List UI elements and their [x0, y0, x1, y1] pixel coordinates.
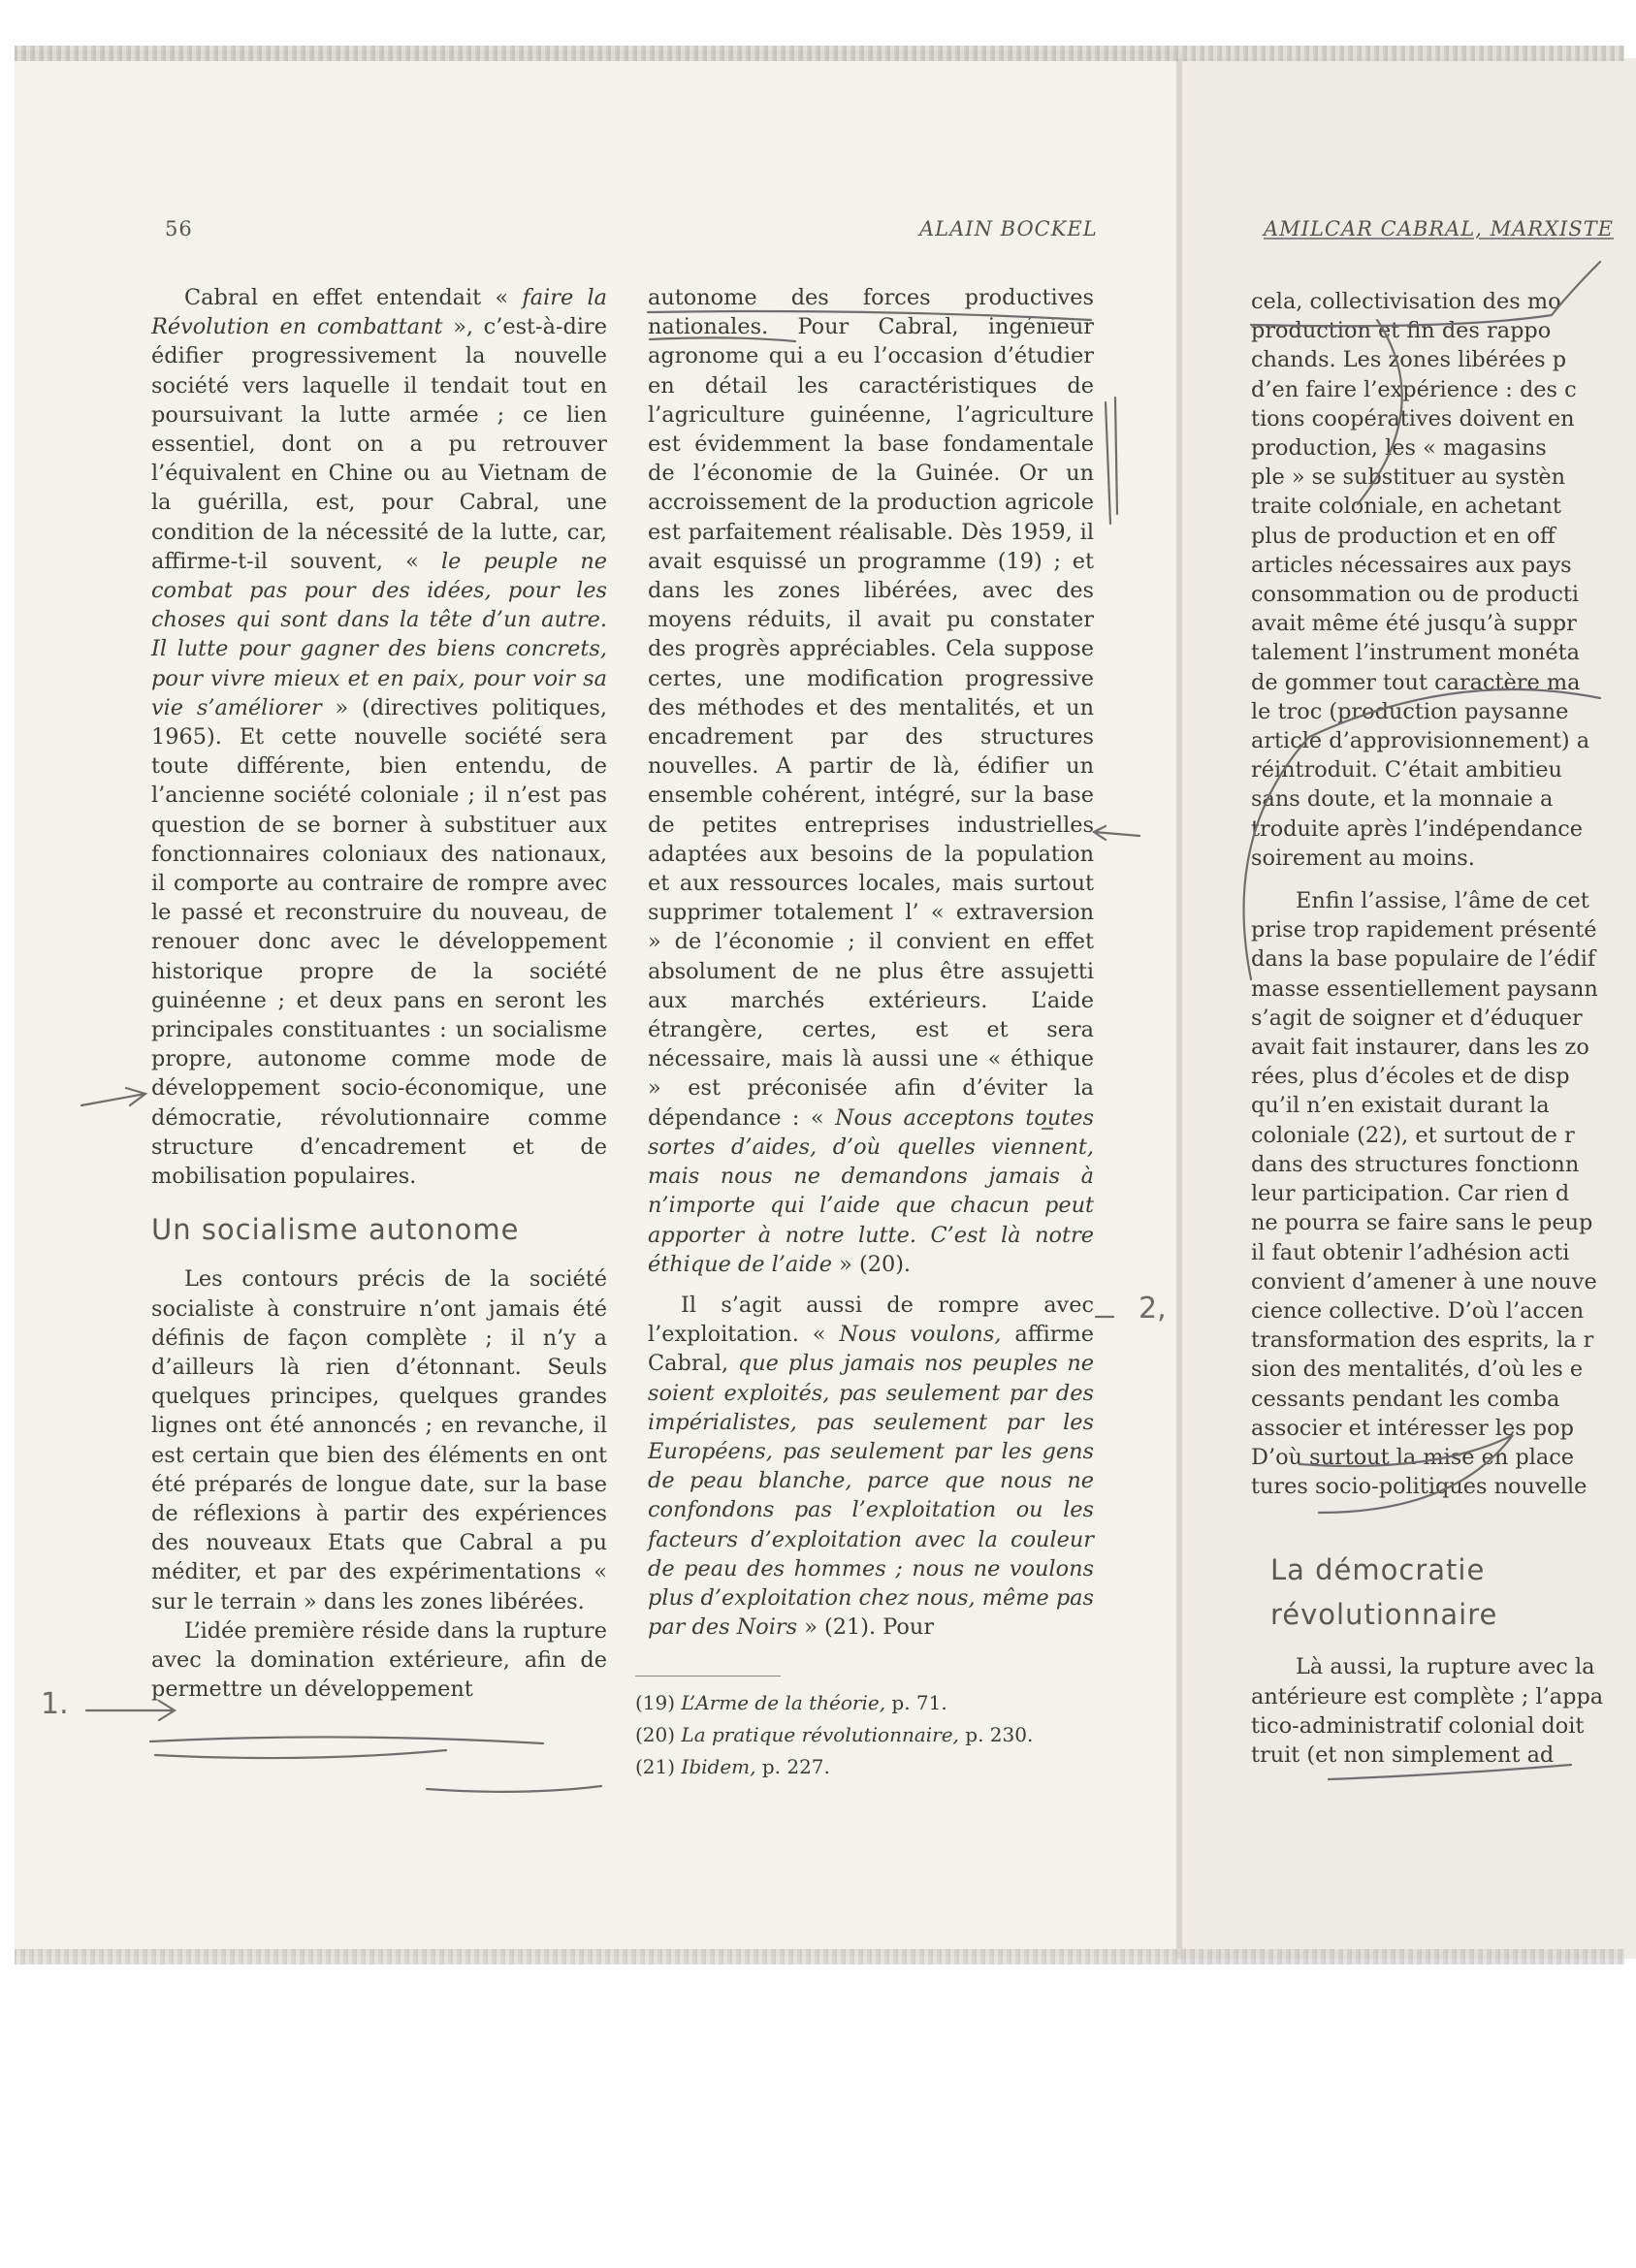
text-line: ple » se substituer au systèn: [1251, 464, 1566, 491]
text-line: d’en faire l’expérience : des c: [1251, 376, 1577, 402]
text-line: masse essentiellement paysann: [1251, 975, 1598, 1002]
text-line: D’où surtout la mise en place: [1251, 1444, 1575, 1470]
text-line: antérieure est complète ; l’appa: [1251, 1683, 1604, 1709]
arrow-mark-2: [86, 1701, 175, 1720]
text-line: prise trop rapidement présenté: [1251, 917, 1597, 943]
footnote-number: (19): [635, 1691, 676, 1714]
text-line: sans doute, et la monnaie a: [1251, 786, 1554, 813]
scribble-mark: [1358, 320, 1402, 504]
footnote-number: (21): [635, 1755, 676, 1778]
text-line: talement l’instrument monéta: [1251, 640, 1580, 666]
text-run: », c’est-à-dire édifier progressivement la nouvelle société vers laquelle il tendait tout en poursuivant la lutte armée ; ce lien essentiel, dont on a pu retrouver l’équivalent en Chine ou au Vietnam de la guérilla, est, pour Cabral, une condition de la nécessité de la lutte, car, affirme-t-il souvent, «: [151, 314, 607, 574]
text-line: s’agit de soigner et d’éduquer: [1251, 1005, 1583, 1031]
text-line: tico-administratif colonial doit: [1251, 1712, 1585, 1739]
margin-number-2: 2,: [1139, 1292, 1167, 1326]
text-line: plus de production et en off: [1251, 523, 1556, 549]
text-run: Il s’agit aussi de rompre avec l’exploitation. «: [648, 1292, 1094, 1348]
text-line: cela, collectivisation des mo: [1251, 289, 1561, 314]
footnote-number: (20): [635, 1723, 676, 1746]
text-line: traite coloniale, en achetant: [1251, 494, 1561, 520]
footnote-title: L’Arme de la théorie,: [681, 1691, 886, 1714]
footnote-page: p. 71.: [885, 1691, 947, 1714]
text-line: de gommer tout caractère ma: [1251, 669, 1581, 695]
text-run: autonome des forces productives nationales. Pour Cabral, ingénieur agronome qui a eu l’occasion d’étudier en détail les caractéristiques de l’agriculture guinéenne, l’agriculture est évidemment la base fondamentale de l’économie de la Guinée. Or un accroissement de la production agricole est parfaitement réalisable. Dès 1959, il avait esquissé un programme (19) ; et dans les zones libérées, avec des moyens réduits, il avait pu constater des progrès appréciables. Cela suppose certes, une modification progressive des méthodes et des mentalités, et un encadrement par des structures nouvelles. A partir de là, édifier un ensemble cohérent, intégré, sur la base de petites entreprises industrielles adaptées aux besoins de la population et aux ressources locales, mais surtout supprimer totalement l’ « extraversion » de l’économie ; il convient en effet absolument de ne plus être assujetti aux marchés extérieurs. L’aide étrangère, certes, est et sera nécessaire, mais là aussi une « éthique » est préconisée afin d’éviter la dépendance : «: [648, 285, 1094, 1131]
text-line: production, les « magasins: [1251, 435, 1547, 462]
quote-italic: Nous acceptons toutes sortes d’aides, d’où quelles viennent, mais nous ne demandons jamais à n’importe qui l’aide que chacun peut apporter à notre lutte. C’est là notre éthique de l’aide: [648, 1104, 1094, 1277]
text-line: tions coopératives doivent en: [1251, 405, 1575, 431]
quote-italic: faire la Révolution en combattant: [151, 285, 607, 340]
text-line: réintroduit. C’était ambitieu: [1251, 757, 1562, 783]
text-line: soirement au moins.: [1251, 845, 1475, 871]
running-head-title: AMILCAR CABRAL, MARXISTE: [1264, 217, 1615, 240]
scribble-mark: [1329, 1765, 1571, 1779]
underline-mark: [155, 1750, 446, 1758]
scribble-mark: [1251, 262, 1600, 326]
text-line: consommation ou de producti: [1251, 582, 1580, 608]
heading-line: La démocratie: [1270, 1553, 1486, 1587]
text-line: convient d’amener à une nouve: [1251, 1268, 1597, 1294]
text-line: articles nécessaires aux pays: [1251, 552, 1572, 578]
text-run: » (directives politiques, 1965). Et cette nouvelle société sera toute différente, bien entendu, de l’ancienne société coloniale ; il n’est pas question de se borner à substituer aux fonctionnaires coloniaux des nationaux, il comporte au contraire de rompre avec le passé et reconstruire du nouveau, de renouer donc avec le développement historique propre de la société guinéenne ; et deux pans en seront les principales constituantes : un socialisme propre, autonome comme mode de développement socio-économique, une démocratie, révolutionnaire comme structure d’encadrement et de mobilisation populaires.: [151, 694, 607, 1190]
text-line: transformation des esprits, la r: [1251, 1327, 1594, 1354]
text-line: truit (et non simplement ad: [1251, 1741, 1555, 1768]
arrow-mark-1: [81, 1088, 145, 1105]
footnote-page: p. 227.: [755, 1755, 830, 1778]
text-line: chands. Les zones libérées p: [1251, 347, 1567, 373]
text-line: le troc (production paysanne: [1251, 698, 1569, 724]
running-head-author: ALAIN BOCKEL: [919, 217, 1098, 240]
underline-mark: [650, 337, 795, 341]
quote-italic: que plus jamais nos peuples ne soient exploités, pas seulement par des impérialistes, pas seulement par les Européens, pas seulement par les gens de peau blanche, parce que nous ne confondons pas l’exploitation ou les facteurs d’exploitation avec la couleur de peau des hommes ; nous ne voulons plus d’exploitation chez nous, même pas par des Noirs: [648, 1351, 1094, 1641]
text-line: Enfin l’assise, l’âme de cet: [1296, 888, 1589, 914]
text-line: article d’approvisionnement) a: [1251, 728, 1590, 754]
text-line: troduite après l’indépendance: [1251, 815, 1584, 842]
underline-mark: [427, 1786, 601, 1792]
text-line: Là aussi, la rupture avec la: [1296, 1654, 1595, 1680]
text-run: affirme Cabral,: [648, 1322, 1094, 1377]
margin-bar-mark: [1115, 398, 1117, 514]
text-run: » (21). Pour: [797, 1614, 935, 1641]
underline-mark: [150, 1737, 543, 1743]
text-line: rées, plus d’écoles et de disp: [1251, 1064, 1570, 1090]
text-line: production et fin des rappo: [1251, 318, 1552, 344]
text-line: qu’il n’en existait durant la: [1251, 1093, 1550, 1119]
quote-italic: le peuple ne combat pas pour des idées, pour les choses qui sont dans la tête d’un autre. Il lutte pour gagner des biens concrets, pour vivre mieux et en paix, pour voir sa vie s’améliorer: [151, 548, 607, 720]
paragraph-3: L’idée première réside dans la rupture avec la domination extérieure, afin de permettre un développement: [151, 1617, 607, 1703]
text-run: » (20).: [832, 1251, 912, 1277]
text-line: cessants pendant les comba: [1251, 1386, 1560, 1412]
text-line: cience collective. D’où l’accen: [1251, 1297, 1585, 1324]
text-line: dans des structures fonctionn: [1251, 1151, 1580, 1177]
quote-italic: Nous voulons,: [839, 1322, 1002, 1348]
text-line: associer et intéresser les pop: [1251, 1415, 1574, 1441]
paragraph-2: Les contours précis de la société socialiste à construire n’ont jamais été définis de façon complète ; il n’y a d’ailleurs là rien d’étonnant. Seuls quelques principes, quelques grandes lignes ont été annoncés ; en revanche, il est certain que bien des éléments en ont été préparés de longue date, sur la base de réflexions à partir des expériences des nouveaux Etats que Cabral a pu méditer, et par des expérimentations « sur le terrain » dans les zones libérées.: [151, 1266, 607, 1614]
text-line: sion des mentalités, d’où les e: [1251, 1357, 1584, 1383]
arrow-mark-3: [1094, 826, 1139, 840]
text-line: leur participation. Car rien d: [1251, 1181, 1570, 1207]
section-heading: Un socialisme autonome: [151, 1213, 520, 1247]
scribble-mark: [1299, 1435, 1513, 1513]
text-line: tures socio-politiques nouvelle: [1251, 1474, 1588, 1500]
heading-line: révolutionnaire: [1270, 1598, 1498, 1632]
margin-number-1: 1.: [41, 1687, 69, 1721]
footnote-title: Ibidem,: [681, 1755, 756, 1778]
text-line: ne pourra se faire sans le peup: [1251, 1210, 1593, 1236]
text-line: il faut obtenir l’adhésion acti: [1251, 1239, 1570, 1265]
text-line: avait même été jusqu’à suppr: [1251, 611, 1577, 637]
scribble-mark: [1244, 689, 1601, 979]
page-number: 56: [165, 217, 193, 240]
underline-mark: [648, 311, 1091, 320]
text-line: avait fait instaurer, dans les zo: [1251, 1035, 1589, 1061]
text-line: dans la base populaire de l’édif: [1251, 946, 1596, 973]
text-run: Cabral en effet entendait «: [184, 285, 523, 310]
margin-bar-mark: [1106, 402, 1110, 524]
footnote-title: La pratique révolutionnaire,: [681, 1723, 959, 1746]
footnote-page: p. 230.: [958, 1723, 1034, 1746]
text-line: coloniale (22), et surtout de r: [1251, 1122, 1575, 1148]
